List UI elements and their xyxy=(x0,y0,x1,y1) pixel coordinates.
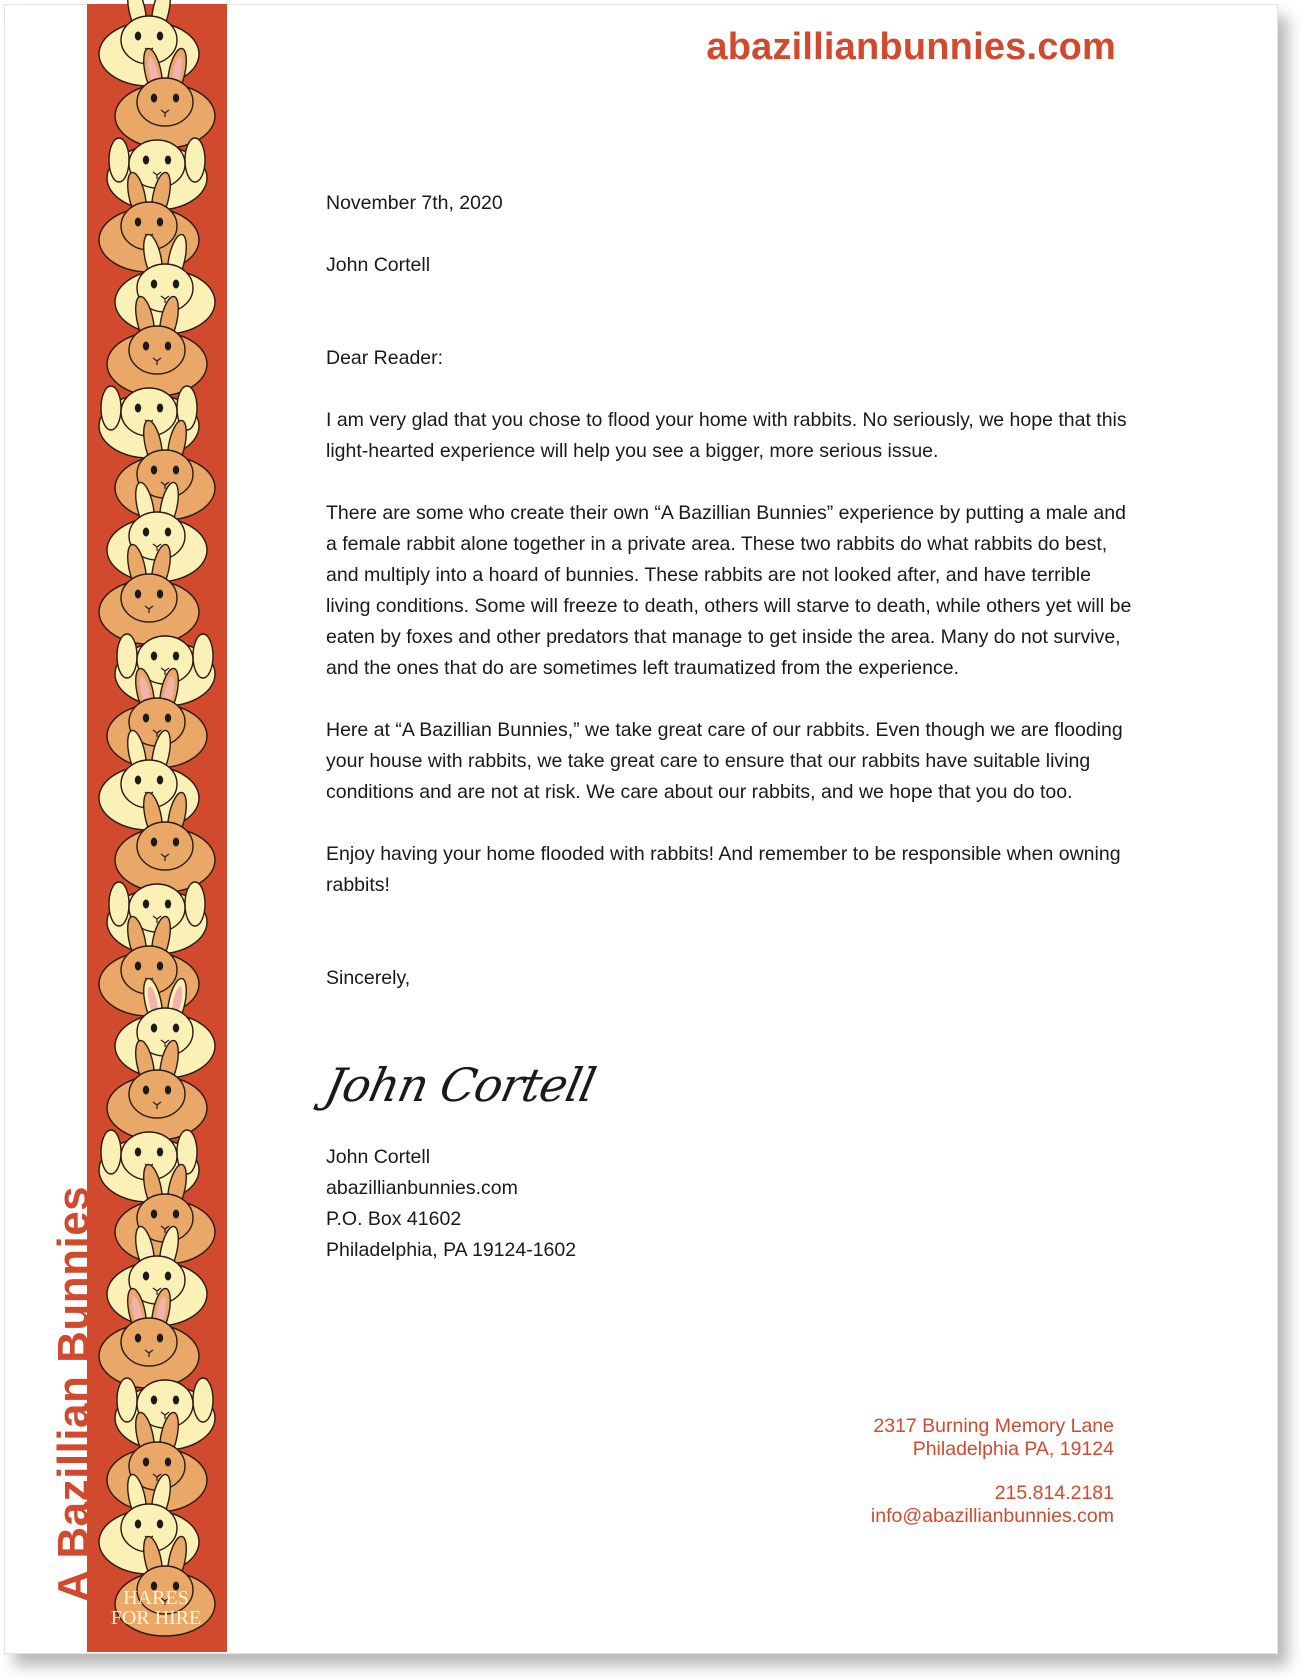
tagline xyxy=(98,1588,214,1628)
letter-paragraph: There are some who create their own “A Bazillian Bunnies” experience by putting a male and a female rabbit alone together in a private area. These two rabbits do what rabbits do best, and multiply into a hoard of bunnies. These rabbits are not looked after, and have terrible living conditions. Some will freeze to death, others will starve to death, while others yet will be eaten by foxes and other predators that manage to get inside the area. Many do not survive, and the ones that do are sometimes left traumatized from the experience. xyxy=(326,502,1132,679)
letter-body xyxy=(326,188,1136,994)
letter-paragraph: Enjoy having your home flooded with rabbits! And remember to be responsible when owning rabbits! xyxy=(326,843,1121,896)
letter-recipient: John Cortell xyxy=(326,254,431,276)
brand-name: A Bazillian Bunnies xyxy=(49,1185,98,1602)
signer-site: abazillianbunnies.com xyxy=(326,1177,518,1199)
footer-street: 2317 Burning Memory Lane xyxy=(873,1415,1114,1437)
tagline-line2: FOR HIRE xyxy=(110,1607,202,1629)
handwritten-signature: John Cortell xyxy=(320,1058,600,1112)
footer-city: Philadelphia PA, 19124 xyxy=(912,1438,1114,1460)
signer-name: John Cortell xyxy=(326,1146,431,1168)
bunny-strip xyxy=(87,4,227,1652)
letter-salutation: Dear Reader: xyxy=(326,347,444,369)
tagline-line1: HARES xyxy=(123,1587,189,1609)
letter-paragraph: I am very glad that you chose to flood your home with rabbits. No seriously, we hope that this light-hearted experience will help you see a bigger, more serious issue. xyxy=(326,409,1127,462)
letter-date: November 7th, 2020 xyxy=(326,192,503,214)
bunny-pile-illustration xyxy=(87,4,227,1652)
footer-address xyxy=(871,1415,1114,1528)
footer-email: info@abazillianbunnies.com xyxy=(870,1505,1114,1527)
footer-phone: 215.814.2181 xyxy=(994,1482,1114,1504)
signer-contact xyxy=(326,1142,576,1266)
letter-closing: Sincerely, xyxy=(326,967,411,989)
letter-paragraph: Here at “A Bazillian Bunnies,” we take great care of our rabbits. Even though we are flooding your house with rabbits, we take great care to ensure that our rabbits have suitable living conditions and are not at risk. We care about our rabbits, and we hope that you do too. xyxy=(326,719,1123,803)
signer-city: Philadelphia, PA 19124-1602 xyxy=(326,1239,577,1261)
site-title: abazillianbunnies.com xyxy=(706,26,1116,68)
signer-po-box: P.O. Box 41602 xyxy=(326,1208,462,1230)
